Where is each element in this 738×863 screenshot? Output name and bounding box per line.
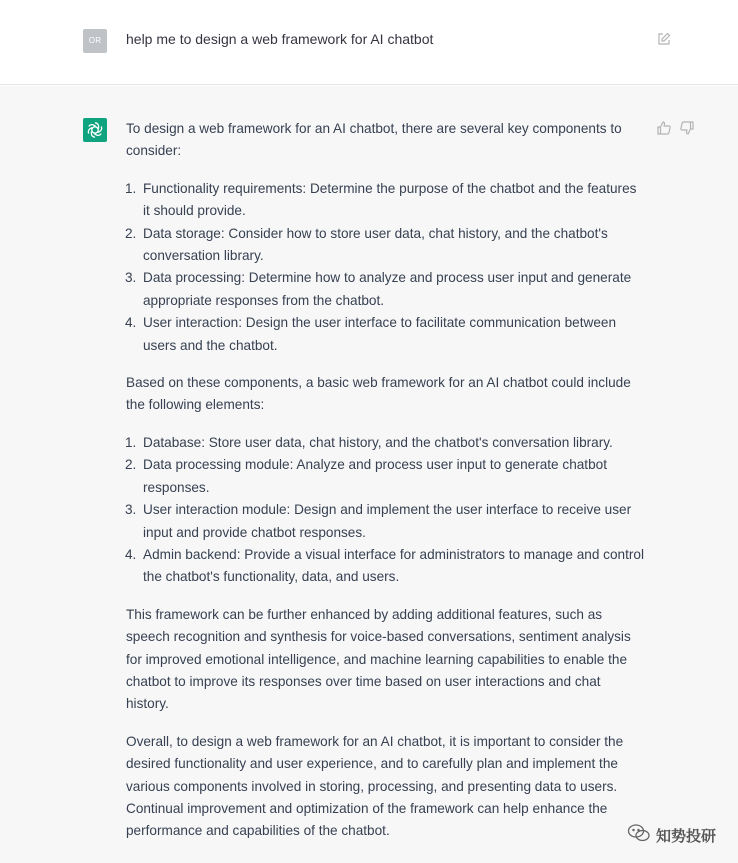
watermark <box>627 823 716 847</box>
thumbs-up-icon[interactable] <box>656 120 672 136</box>
list-number: 4. <box>125 315 137 331</box>
list-text: Data processing module: Analyze and process user input to generate chatbot responses. <box>143 457 607 495</box>
list-item <box>126 499 646 544</box>
list-item <box>126 223 646 268</box>
list-number: 3. <box>125 270 137 286</box>
list-text: Database: Store user data, chat history, and the chatbot's conversation library. <box>143 434 613 450</box>
elements-list <box>126 432 646 589</box>
conclusion-paragraph: Overall, to design a web framework for an AI chatbot, it is important to consider the desired functionality and user experience, and to carefully plan and implement the various components involved in storing, processing, and presenting data to users. Continual improvement and optimization of the framework can help enhance the performance and capabilities of the chatbot. <box>126 733 624 839</box>
user-message-row <box>0 0 738 85</box>
list-item <box>126 267 646 312</box>
list-item <box>126 544 646 589</box>
list-number: 3. <box>125 502 137 518</box>
thumbs-down-icon[interactable] <box>679 120 695 136</box>
openai-logo-icon <box>83 118 107 142</box>
list-text: User interaction module: Design and implement the user interface to receive user input and provide chatbot responses. <box>143 502 632 540</box>
list-text: User interaction: Design the user interface to facilitate communication between users and the chatbot. <box>143 315 617 353</box>
watermark-text: 知势投研 <box>655 827 716 845</box>
list-number: 2. <box>125 225 137 241</box>
list-item <box>126 312 646 357</box>
list-number: 2. <box>125 457 137 473</box>
user-avatar: OR <box>83 29 107 53</box>
answer-intro: To design a web framework for an AI chatbot, there are several key components to consider: <box>126 121 622 159</box>
list-number: 4. <box>125 546 137 562</box>
user-message-text: help me to design a web framework for AI chatbot <box>126 31 434 47</box>
list-item <box>126 454 646 499</box>
list-number: 1. <box>125 180 137 196</box>
edit-icon[interactable] <box>656 31 672 47</box>
list-text: Functionality requirements: Determine the purpose of the chatbot and the features it should provide. <box>143 180 637 219</box>
assistant-answer <box>126 118 646 843</box>
list-text: Admin backend: Provide a visual interface for administrators to manage and control the chatbot's functionality, data, and users. <box>143 546 644 585</box>
enhancement-paragraph: This framework can be further enhanced by adding additional features, such as speech recognition and synthesis for voice-based conversations, sentiment analysis for improved emotional intelligence, and machine learning capabilities to enable the chatbot to improve its responses over time based on user interactions and chat history. <box>126 606 631 712</box>
components-list <box>126 178 646 357</box>
framework-intro: Based on these components, a basic web framework for an AI chatbot could include the following elements: <box>126 375 631 413</box>
list-text: Data processing: Determine how to analyze and process user input and generate appropriate responses from the chatbot. <box>143 270 632 308</box>
wechat-icon <box>627 823 651 847</box>
list-number: 1. <box>125 434 137 450</box>
list-item <box>126 178 646 223</box>
list-text: Data storage: Consider how to store user data, chat history, and the chatbot's conversation library. <box>143 225 608 264</box>
assistant-message-row <box>0 86 738 863</box>
list-item <box>126 432 646 454</box>
